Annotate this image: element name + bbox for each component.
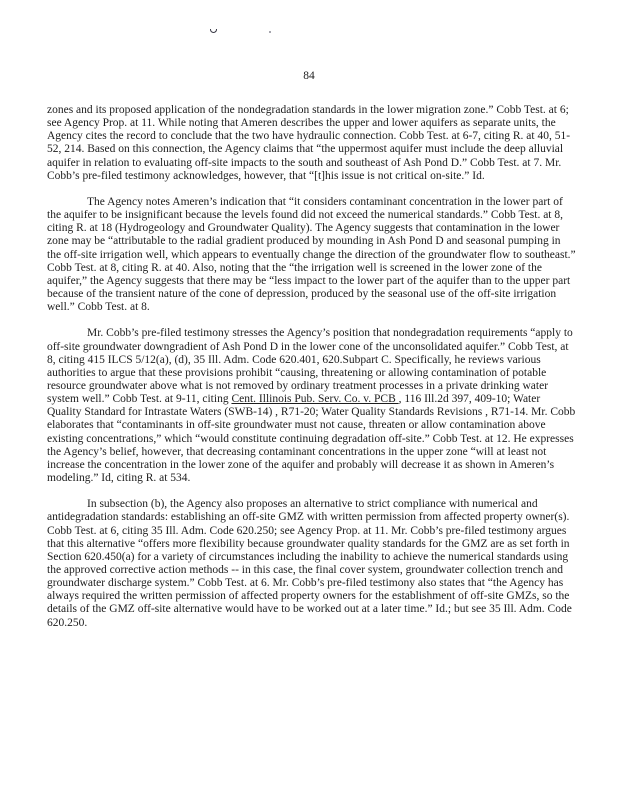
paragraph [47, 104, 577, 183]
paragraph [47, 327, 577, 485]
scan-artifact-dot-icon [269, 31, 271, 33]
paragraph [47, 498, 577, 630]
scan-artifact-smudge-icon [210, 29, 217, 33]
paragraph [47, 196, 577, 314]
page-number: 84 [303, 70, 315, 82]
case-citation-underlined: Cent. Illinois Pub. Serv. Co. v. PCB [231, 393, 399, 406]
text-run: In subsection (b), the Agency also proposes an alternative to strict compliance with numerical and antidegradation standards: establishing an off-site GMZ with written permission from affected property owner(s). Cobb Test. at 6, citing 35 Ill. Adm. Code 620.250; see Agency Prop. at 11. Mr. Cobb’s pre-filed testimony argues that this alternative “offers more flexibility because groundwater quality standards for the GMZ are as set forth in Section 620.450(a) for a variety of circumstances including the inability to achieve the numerical standards using the approved corrective action methods -- in this case, the final cover system, groundwater collection trench and groundwater discharge system.” Cobb Test. at 6. Mr. Cobb’s pre-filed testimony also states that “the Agency has always required the written permission of affected property owners for the establishment of off-site GMZs, so the details of the GMZ off-site alternative would have to be worked out at a later time.” Id.; but see 35 Ill. Adm. Code 620.250. [47, 498, 572, 629]
text-run: zones and its proposed application of the nondegradation standards in the lower migration zone.” Cobb Test. at 6; see Agency Prop. at 11. While noting that Ameren describes the upper and lower aquifers as separate units, the Agency cites the record to conclude that the two have hydraulic connection. Cobb Test. at 6-7, citing R. at 40, 51-52, 214. Based on this connection, the Agency claims that “the uppermost aquifer must include the deep alluvial aquifer in relation to evaluating off-site impacts to the south and southeast of Ash Pond D.” Cobb Test. at 7. Mr. Cobb’s pre-filed testimony acknowledges, however, that “[t]his issue is not critical on-site.” Id. [47, 104, 571, 182]
document-body [47, 104, 577, 643]
text-run: Mr. Cobb’s pre-filed testimony stresses the Agency’s position that nondegradation requirements “apply to off-site groundwater downgradient of Ash Pond D in the lower cone of the unconsolidated aquifer.” Cobb Test, at 8, citing 415 ILCS 5/12(a), (d), 35 Ill. Adm. Code 620.401, 620.Subpart C. Specifically, he reviews various authorities to argue that these provisions prohibit “causing, threatening or allowing contamination of potable resource groundwater above what is not removed by ordinary treatment processes in a private drinking water system well.” Cobb Test. at 9-11, citing [47, 327, 573, 406]
text-run: The Agency notes Ameren’s indication that “it considers contaminant concentration in the lower part of the aquifer to be insignificant because the levels found did not exceed the numerical standards.” Cobb Test. at 8, citing R. at 18 (Hydrogeology and Groundwater Quality). The Agency suggests that contamination in the lower zone may be “attributable to the radial gradient produced by mounding in Ash Pond D and seasonal pumping in the off-site irrigation well, which appears to eventually change the direction of the groundwater flow to southeast.” Cobb Test. at 8, citing R. at 40. Also, noting that the “the irrigation well is screened in the lower zone of the aquifer,” the Agency suggests that there may be “less impact to the lower part of the aquifer than to the upper part because of the transient nature of the cone of depression, produced by the seasonal use of the off-site irrigation well.” Cobb Test. at 8. [47, 195, 576, 314]
text-run: , 116 Ill.2d 397, 409-10; Water Quality Standard for Intrastate Waters (SWB-14) , R71-20; Water Quality Standards Revisions , R71-14. Mr. Cobb elaborates that “contaminants in off-site groundwater must not cause, threaten or allow contamination above existing concentrations,” which “would constitute continuing degradation off-site.” Cobb Test. at 12. He expresses the Agency’s belief, however, that decreasing contaminant concentrations in the upper zone “will at least not increase the concentration in the lower zone of the aquifer and probably will decrease it as shown in Ameren’s modeling.” Id, citing R. at 534. [47, 393, 576, 485]
